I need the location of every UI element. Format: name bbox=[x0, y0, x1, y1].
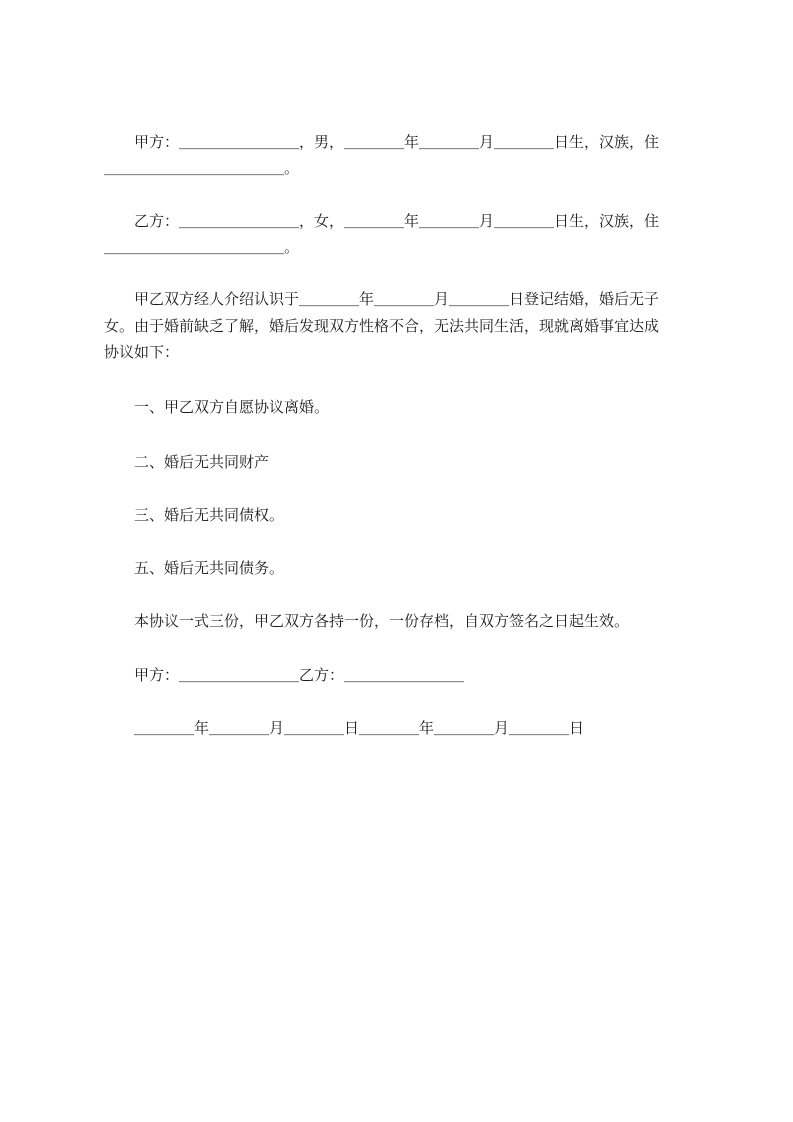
clause-5: 五、婚后无共同债务。 bbox=[104, 559, 285, 577]
background-line-1: 甲乙双方经人介绍认识于＿＿＿＿年＿＿＿＿月＿＿＿＿日登记结婚，婚后无子 bbox=[104, 290, 660, 308]
party-b-line-1: 乙方：＿＿＿＿＿＿＿＿，女，＿＿＿＿年＿＿＿＿月＿＿＿＿日生，汉族，住 bbox=[104, 212, 660, 230]
date-line: ＿＿＿＿年＿＿＿＿月＿＿＿＿日＿＿＿＿年＿＿＿＿月＿＿＿＿日 bbox=[104, 719, 585, 737]
clause-1: 一、甲乙双方自愿协议离婚。 bbox=[104, 398, 330, 416]
party-b-line-2: ＿＿＿＿＿＿＿＿＿＿＿＿。 bbox=[104, 238, 300, 256]
copies-clause: 本协议一式三份，甲乙双方各持一份，一份存档，自双方签名之日起生效。 bbox=[104, 612, 630, 630]
background-line-3: 协议如下： bbox=[104, 343, 180, 361]
party-a-line-1: 甲方：＿＿＿＿＿＿＿＿，男，＿＿＿＿年＿＿＿＿月＿＿＿＿日生，汉族，住 bbox=[104, 133, 660, 151]
background-line-2: 女。由于婚前缺乏了解，婚后发现双方性格不合，无法共同生活，现就离婚事宜达成 bbox=[104, 317, 660, 335]
party-a-line-2: ＿＿＿＿＿＿＿＿＿＿＿＿。 bbox=[104, 159, 300, 177]
clause-2: 二、婚后无共同财产 bbox=[104, 453, 270, 471]
clause-3: 三、婚后无共同债权。 bbox=[104, 506, 285, 524]
signature-line: 甲方：＿＿＿＿＿＿＿＿乙方：＿＿＿＿＿＿＿＿ bbox=[104, 666, 465, 684]
